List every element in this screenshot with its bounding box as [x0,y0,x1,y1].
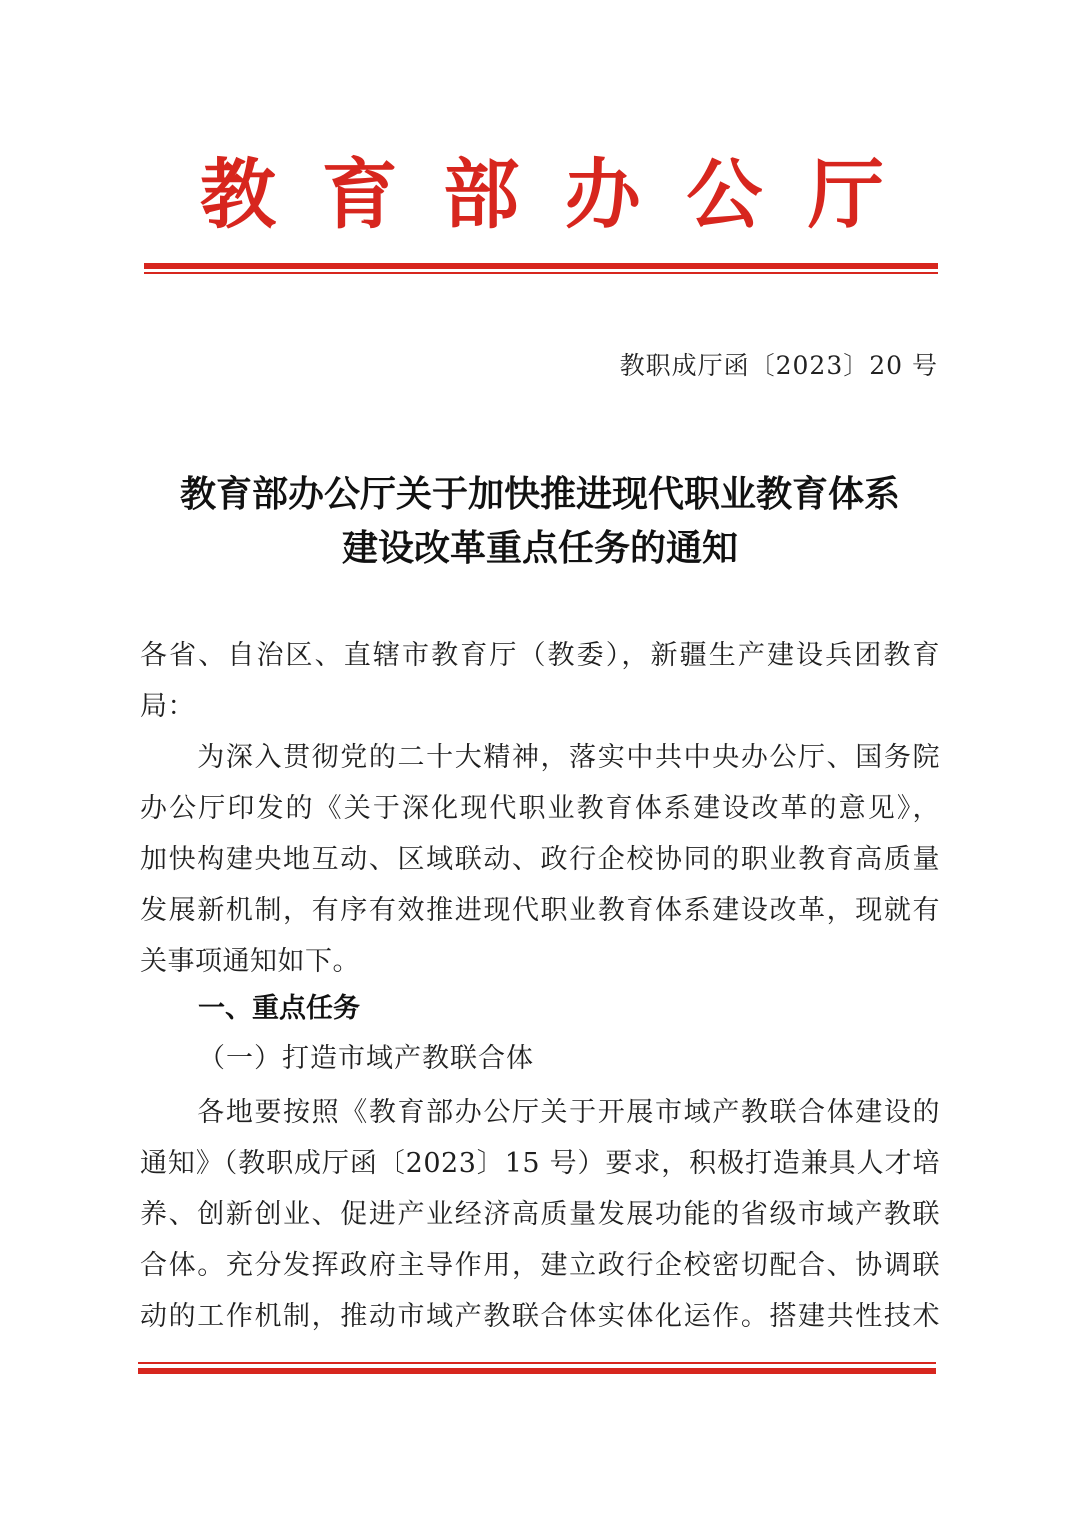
document-title [140,468,940,576]
paragraph-line: 动的工作机制，推动市域产教联合体实体化运作。搭建共性技术 [140,1301,940,1332]
masthead-char: 育 [321,150,398,239]
subsection-heading: （一）打造市域产教联合体 [198,1043,534,1074]
masthead-char: 厅 [807,150,884,239]
paragraph-line: 各地要按照《教育部办公厅关于开展市域产教联合体建设的 [140,1097,940,1128]
footer-rule-thick [138,1368,936,1374]
title-line: 教育部办公厅关于加快推进现代职业教育体系 [179,474,900,515]
masthead [140,150,940,240]
footer-rule-thin [138,1362,936,1364]
paragraph-line: 加快构建央地互动、区域联动、政行企校协同的职业教育高质量 [140,844,940,875]
intro-paragraph [140,732,940,987]
salutation-line: 各省、自治区、直辖市教育厅（教委），新疆生产建设兵团教育 [140,640,940,671]
paragraph-line: 发展新机制，有序有效推进现代职业教育体系建设改革，现就有 [140,895,940,926]
salutation [140,630,940,732]
paragraph-line: 合体。充分发挥政府主导作用，建立政行企校密切配合、协调联 [140,1250,940,1281]
section-paragraph [140,1087,940,1342]
masthead-rule-thin [144,272,938,274]
masthead-char: 教 [200,150,276,239]
title-line: 建设改革重点任务的通知 [341,528,738,569]
paragraph-line: 通知》（教职成厅函〔2023〕15 号）要求，积极打造兼具人才培 [140,1148,940,1179]
masthead-rule-thick [144,263,938,269]
salutation-line: 局： [140,691,195,722]
section-heading: 一、重点任务 [198,993,360,1024]
paragraph-line: 办公厅印发的《关于深化现代职业教育体系建设改革的意见》， [140,793,940,824]
paragraph-line: 为深入贯彻党的二十大精神，落实中共中央办公厅、国务院 [140,742,940,773]
paragraph-line: 关事项通知如下。 [140,946,360,977]
paragraph-line: 养、创新创业、促进产业经济高质量发展功能的省级市域产教联 [140,1199,940,1230]
masthead-char: 公 [686,150,763,239]
masthead-char: 办 [564,150,641,239]
document-number: 教职成厅函〔2023〕20 号 [619,351,938,380]
masthead-char: 部 [443,150,520,239]
